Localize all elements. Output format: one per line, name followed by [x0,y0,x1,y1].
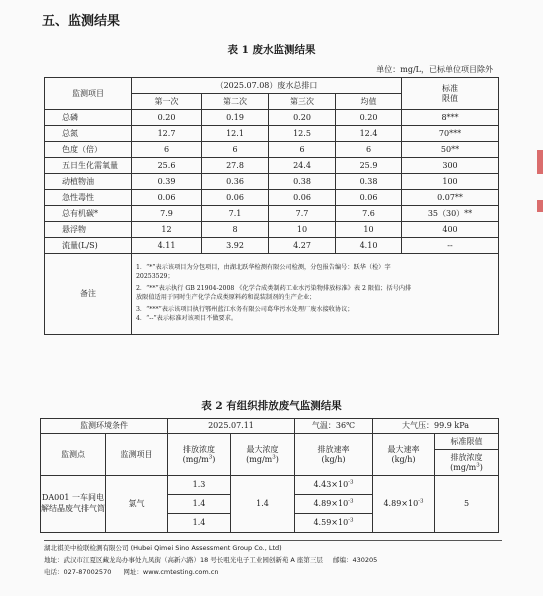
value-1: 12.7 [132,126,202,142]
unit-superscript: 3 [272,453,276,460]
value-avg: 12.4 [336,126,402,142]
item-name: 氯气 [106,476,168,533]
standard-limit: 100 [402,174,499,190]
wastewater-results-table [44,77,499,335]
unit-superscript: 3 [208,453,213,460]
note-line: 4．“--”表示标准对该项目不做要求。 [136,314,238,322]
standard-limit: 35（30）** [402,206,499,222]
header-conc-unit: (mg/m [182,454,209,464]
row-name: 总有机碳* [45,206,132,222]
header-max-rate [373,434,435,476]
header-point: 监测点 [41,434,106,476]
value-2: 3.92 [202,238,269,254]
max-rate-value [373,476,435,533]
header-standard-limit [402,78,499,110]
unit-close: ) [212,454,216,464]
header-rate [295,434,373,476]
note-line: 3．“***”表示该项目执行鄂州蓝江水务有限公司葛华污水处理厂废水接收协议； [136,305,354,313]
rate-value [295,495,373,514]
section-title: 五、监测结果 [42,14,121,29]
value-avg: 0.06 [336,190,402,206]
table-row [45,126,499,142]
unit-close: ) [275,454,279,464]
value-3: 7.7 [269,206,336,222]
header-max-rate-label: 最大速率 [387,445,420,455]
notes-cell [132,254,499,335]
value-1: 25.6 [132,158,202,174]
header-col-1: 第一次 [132,94,202,110]
row-name: 动植物油 [45,174,132,190]
value-avg: 10 [336,222,402,238]
rate-value [295,476,373,495]
value-3: 0.06 [269,190,336,206]
table1-title: 表 1 废水监测结果 [227,44,316,56]
rate-exponent: -3 [418,498,424,505]
waste-gas-results-table [40,418,499,533]
table-row [45,158,499,174]
value-2: 0.19 [202,110,269,126]
value-1: 0.06 [132,190,202,206]
rate-exponent: -3 [348,498,354,505]
value-3: 0.38 [269,174,336,190]
note-line: 20253529； [136,273,174,281]
rate-value [295,514,373,533]
unit-close: ) [479,462,483,472]
table-row [45,238,499,254]
note-line: 放限值适用于同时生产化学合成类原料药和混装制剂的生产企业； [136,294,316,301]
conc-value: 1.3 [168,476,231,495]
value-avg: 7.6 [336,206,402,222]
value-2: 7.1 [202,206,269,222]
value-avg: 4.10 [336,238,402,254]
header-std-sub [435,450,499,476]
value-3: 4.27 [269,238,336,254]
conc-value: 1.4 [168,495,231,514]
row-name: 急性毒性 [45,190,132,206]
footer-address-line [44,555,504,564]
row-name: 色度（倍） [45,142,132,158]
value-3: 6 [269,142,336,158]
header-col-3: 第三次 [269,94,336,110]
value-avg: 0.20 [336,110,402,126]
notes-label: 备注 [45,254,132,335]
table-row [45,110,499,126]
table-row [45,206,499,222]
header-rate-label: 排放速率 [317,445,350,455]
footer-company: 湖北祺美中检联检测有限公司 (Hubei Qimei Sino Assessment Group Co., Ltd) [44,544,282,552]
value-2: 6 [202,142,269,158]
stamp-edge-mark [537,150,543,174]
value-1: 12 [132,222,202,238]
header-item: 监测项目 [106,434,168,476]
value-avg: 6 [336,142,402,158]
value-2: 27.8 [202,158,269,174]
footer-divider [44,540,502,541]
value-3: 12.5 [269,126,336,142]
header-std-unit: (mg/m [450,462,477,472]
value-1: 6 [132,142,202,158]
header-std-sub-label: 排放浓度 [450,453,483,463]
standard-limit: 8*** [402,110,499,126]
header-max-conc-unit: (mg/m [246,454,273,464]
value-2: 0.36 [202,174,269,190]
value-1: 4.11 [132,238,202,254]
rate-exponent: -3 [348,517,354,524]
env-label: 监测环境条件 [41,419,168,434]
header-std: 标准限值 [435,434,499,450]
standard-limit: 70*** [402,126,499,142]
standard-limit: 0.07** [402,190,499,206]
header-max-conc [231,434,295,476]
note-line: 2．“**”表示执行 GB 21904-2008 《化学合成类制药工业水污染物排放标准》表 2 限值；括号内排 [136,285,412,293]
max-rate-mantissa: 4.89×10 [383,499,419,509]
temperature: 气温：36℃ [295,419,373,434]
row-name: 五日生化需氧量 [45,158,132,174]
header-limit: 限值 [442,93,458,103]
rate-mantissa: 4.89×10 [313,499,349,509]
footer-phone: 电话：027-87002570 [44,568,112,576]
header-conc-label: 排放浓度 [183,445,215,455]
standard-limit: 300 [402,158,499,174]
table-row [45,142,499,158]
unit-superscript: 3 [476,461,480,468]
header-date-location: （2025.07.08）废水总排口 [132,78,402,94]
note-line: 1．“*”表示该项目为分包项目，由湖北跃华检测有限公司检测，分包报告编号：跃华（检）字 [136,264,391,272]
value-avg: 0.38 [336,174,402,190]
header-item: 监测项目 [45,78,132,110]
standard-limit: -- [402,238,499,254]
footer-postcode: 邮编：430205 [333,556,378,564]
row-name: 流量(L/S) [45,238,132,254]
value-3: 0.20 [269,110,336,126]
value-2: 0.06 [202,190,269,206]
rate-exponent: -3 [348,479,354,486]
header-rate-unit: (kg/h) [321,454,346,464]
header-max-conc-label: 最大浓度 [246,445,279,455]
footer-website: 网址：www.cmtesting.com.cn [123,568,219,576]
row-name: 总磷 [45,110,132,126]
rate-mantissa: 4.43×10 [313,480,349,490]
row-name: 总氮 [45,126,132,142]
footer-address: 地址：武汉市江夏区藏龙岛办事处九凤街（高新六路）18 号长咀光电子工业园创新苑 A 座第三层 [44,556,323,564]
table-row [45,222,499,238]
header-max-rate-unit: (kg/h) [391,454,416,464]
table2-title: 表 2 有组织排放废气监测结果 [201,400,342,412]
std-value: 5 [435,476,499,533]
value-2: 12.1 [202,126,269,142]
value-3: 10 [269,222,336,238]
header-col-2: 第二次 [202,94,269,110]
header-standard: 标准 [442,84,458,94]
row-name: 悬浮物 [45,222,132,238]
stamp-edge-mark [537,200,543,212]
value-2: 8 [202,222,269,238]
value-3: 24.4 [269,158,336,174]
table1-unit-note: 单位：mg/L，已标单位项目除外 [376,65,493,74]
value-avg: 25.9 [336,158,402,174]
point-name: DA001 一车间电解结晶废气排气筒 [41,476,106,533]
standard-limit: 50** [402,142,499,158]
pressure: 大气压：99.9 kPa [373,419,499,434]
value-1: 7.9 [132,206,202,222]
header-col-avg: 均值 [336,94,402,110]
monitor-date: 2025.07.11 [168,419,295,434]
value-1: 0.39 [132,174,202,190]
header-conc [168,434,231,476]
footer-contact-line [44,567,504,576]
standard-limit: 400 [402,222,499,238]
table-row [45,190,499,206]
value-1: 0.20 [132,110,202,126]
conc-value: 1.4 [168,514,231,533]
table-row [45,174,499,190]
rate-mantissa: 4.59×10 [313,518,349,528]
max-conc-value: 1.4 [231,476,295,533]
